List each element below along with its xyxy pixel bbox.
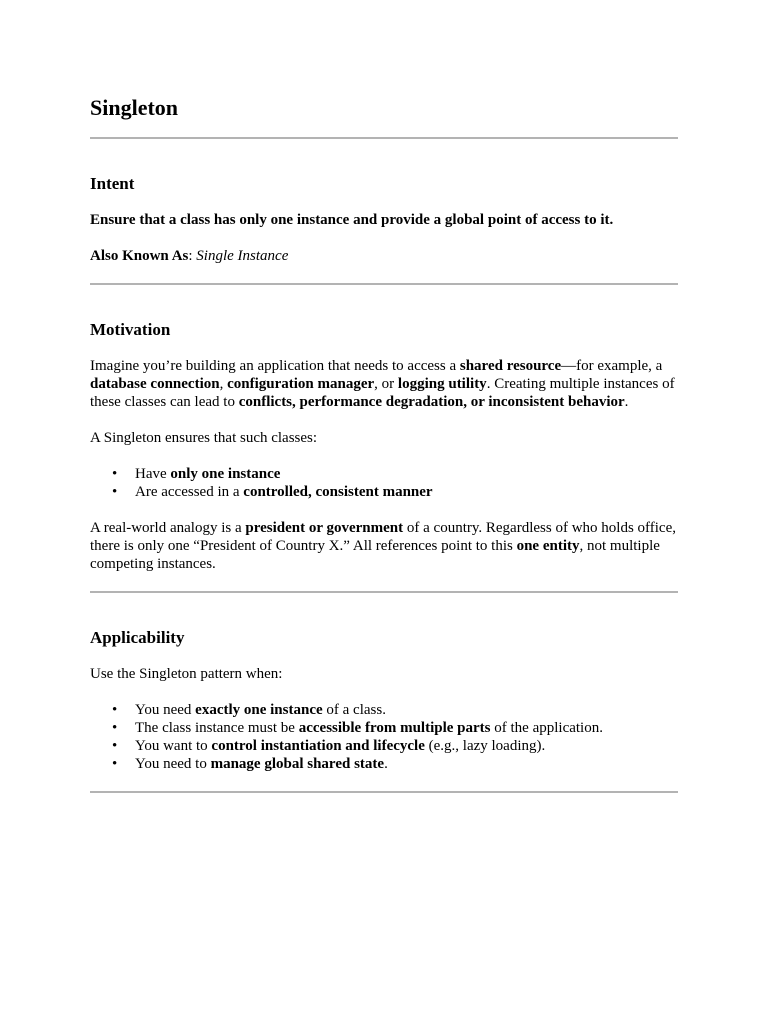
text-run-bold: only one instance	[170, 466, 281, 482]
text-run: A real-world analogy is a	[90, 520, 246, 536]
aka-label: Also Known As	[90, 248, 189, 264]
also-known-as	[90, 247, 678, 265]
text-run-bold: configuration manager	[227, 376, 375, 392]
text-run: .	[384, 756, 388, 772]
text-run: ,	[219, 376, 228, 392]
document-content	[90, 95, 678, 793]
motivation-paragraph-3	[90, 519, 678, 573]
motivation-bullet-list	[90, 465, 678, 501]
text-run: of a country. Regardless of who holds office, there is only one “President of Country X.” All references point to this	[90, 520, 676, 554]
divider	[90, 591, 678, 593]
text-run: The class instance must be	[135, 720, 299, 736]
text-run: Are accessed in a	[135, 484, 244, 500]
divider	[90, 791, 678, 793]
motivation-heading: Motivation	[90, 320, 171, 339]
list-item	[90, 701, 678, 719]
list-item	[90, 719, 678, 737]
text-run-bold: database connection	[90, 376, 220, 392]
motivation-paragraph-2: A Singleton ensures that such classes:	[90, 430, 318, 446]
applicability-heading: Applicability	[90, 628, 185, 647]
text-run-bold: logging utility	[397, 376, 487, 392]
text-run: .	[624, 394, 629, 410]
text-run: You need	[135, 702, 196, 718]
text-run-bold: exactly one instance	[195, 702, 323, 718]
text-run-bold: controlled, consistent manner	[243, 484, 433, 500]
text-run: . Creating multiple instances of these classes can lead to	[90, 376, 675, 410]
text-run: Have	[135, 466, 171, 482]
text-run: of a class.	[322, 702, 386, 718]
intent-statement: Ensure that a class has only one instance and provide a global point of access to it.	[90, 212, 614, 228]
motivation-paragraph-1	[90, 357, 678, 411]
page-title: Singleton	[90, 95, 179, 120]
divider	[90, 137, 678, 139]
text-run: of the application.	[490, 720, 603, 736]
text-run: , not multiple competing instances.	[90, 538, 660, 572]
text-run-bold: accessible from multiple parts	[298, 720, 491, 736]
text-run: You want to	[135, 738, 212, 754]
list-item	[90, 483, 678, 501]
intent-heading: Intent	[90, 174, 135, 193]
text-run: —for example, a	[561, 358, 663, 374]
text-run-bold: manage global shared state	[210, 756, 385, 772]
text-run-bold: control instantiation and lifecycle	[211, 738, 425, 754]
applicability-intro: Use the Singleton pattern when:	[90, 666, 283, 682]
aka-value: Single Instance	[196, 248, 289, 264]
text-run-bold: president or government	[245, 520, 404, 536]
list-item	[90, 737, 678, 755]
text-run-bold: shared resource	[459, 358, 562, 374]
text-run-bold: conflicts, performance degradation, or inconsistent behavior	[238, 394, 625, 410]
text-run: , or	[374, 376, 398, 392]
aka-separator: :	[188, 248, 197, 264]
divider	[90, 283, 678, 285]
list-item	[90, 465, 678, 483]
list-item	[90, 755, 678, 773]
text-run-bold: one entity	[516, 538, 580, 554]
text-run: (e.g., lazy loading).	[424, 738, 546, 754]
text-run: Imagine you’re building an application that needs to access a	[90, 358, 460, 374]
text-run: You need to	[135, 756, 211, 772]
applicability-bullet-list	[90, 701, 678, 773]
